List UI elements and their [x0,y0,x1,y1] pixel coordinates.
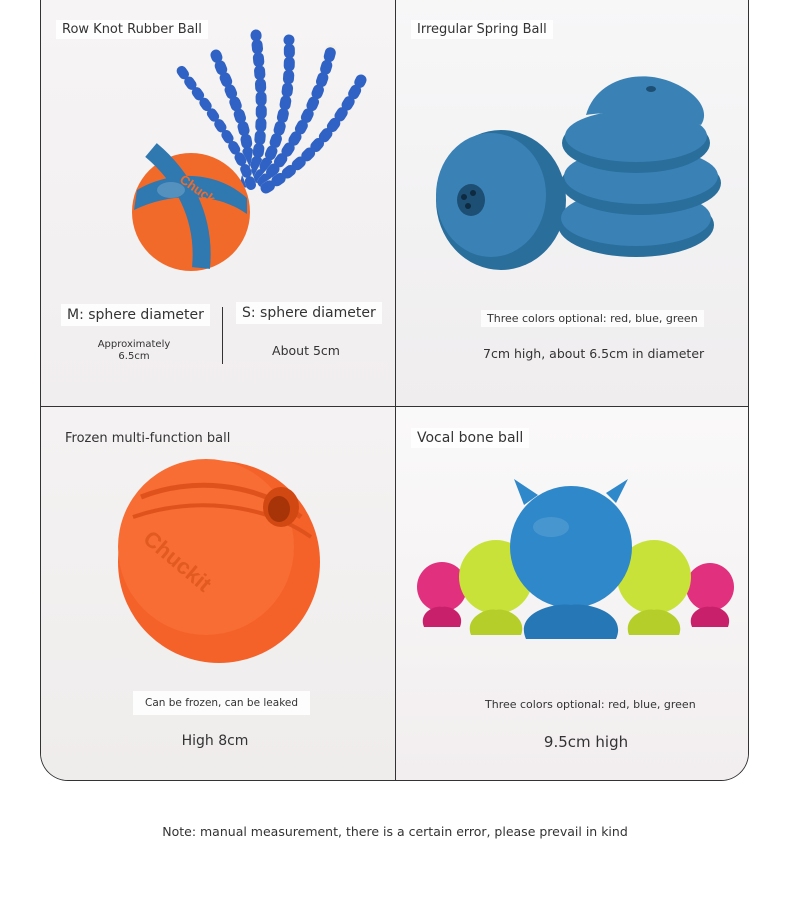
cell-title: Irregular Spring Ball [411,20,553,39]
s-label: S: sphere diameter [236,302,382,324]
frozen-ball-image [41,407,395,697]
svg-text:Chuck: Chuck [176,171,219,207]
colors-text: Three colors optional: red, blue, green [485,698,696,711]
product-grid [40,0,749,781]
m-value-line2: 6.5cm [118,351,150,362]
knot-ball-image [41,0,395,300]
size-text: High 8cm [181,733,249,749]
vertical-divider [395,0,396,781]
cell-frozen-ball [41,407,395,781]
size-text: 7cm high, about 6.5cm in diameter [483,346,705,361]
cell-bone-ball [396,407,749,781]
m-label: M: sphere diameter [61,304,210,326]
m-value-line1: Approximately [97,339,171,350]
s-value: About 5cm [272,343,340,358]
horizontal-divider [41,406,749,407]
cell-spring-ball [396,0,749,406]
cell-title: Frozen multi-function ball [65,431,231,446]
feature-text: Can be frozen, can be leaked [133,691,310,715]
size-text: 9.5cm high [543,733,629,751]
measurement-note: Note: manual measurement, there is a certain error, please prevail in kind [162,824,628,839]
bone-ball-image [396,407,749,667]
spring-ball-image [396,0,749,300]
cell-row-knot-ball [41,0,395,406]
svg-text:Chuckit: Chuckit [138,525,217,597]
cell-title: Row Knot Rubber Ball [56,20,208,39]
colors-text: Three colors optional: red, blue, green [481,310,704,327]
cell-title: Vocal bone ball [411,428,529,448]
divider [222,307,223,364]
